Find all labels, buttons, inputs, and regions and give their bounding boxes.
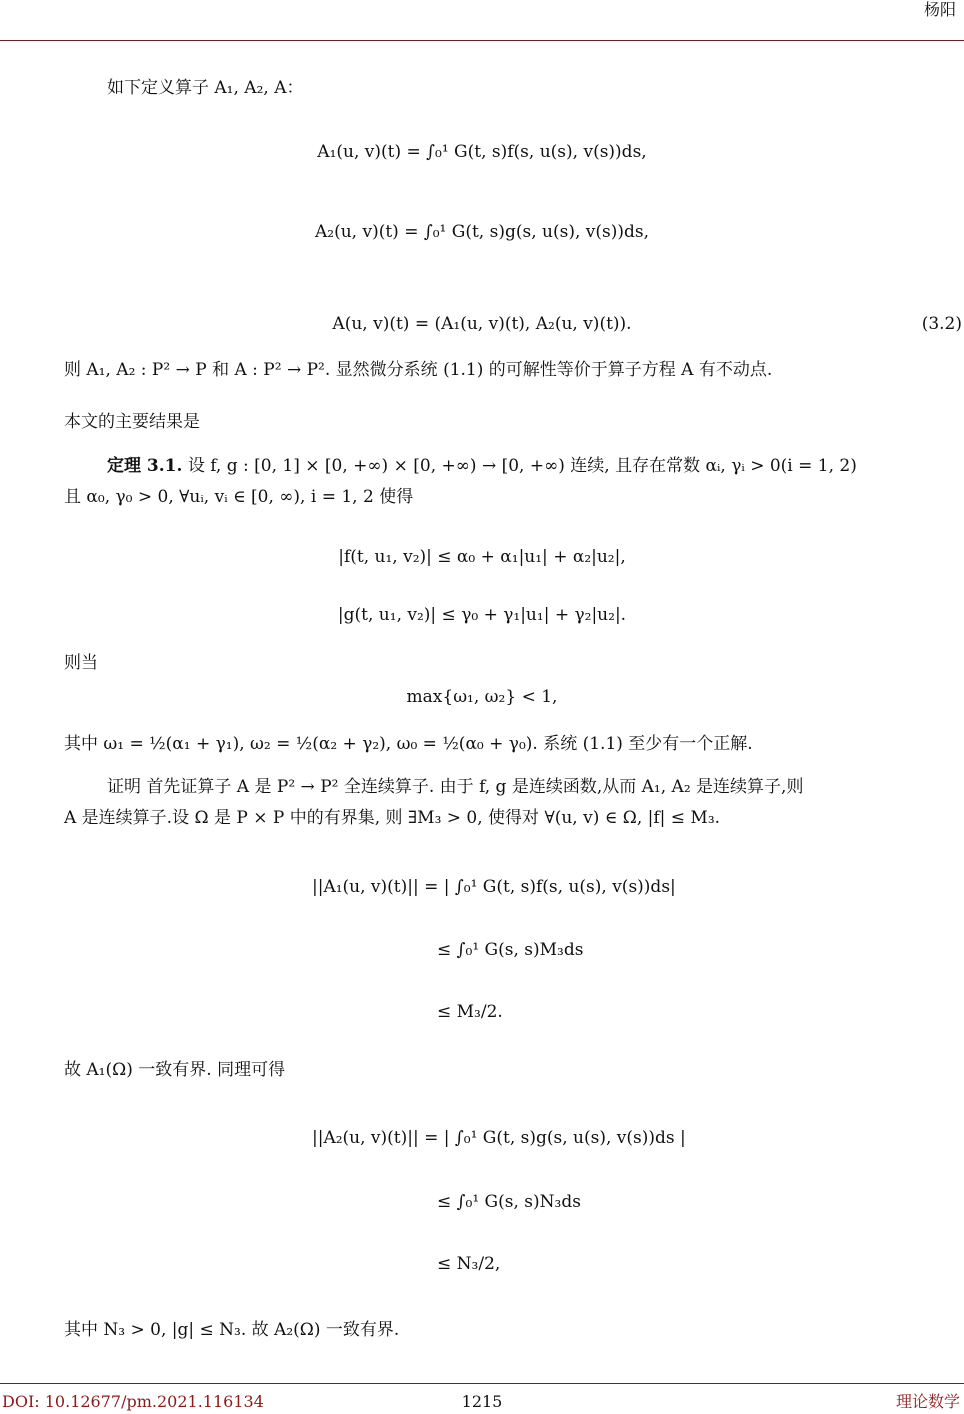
paragraph-then: 则 A₁, A₂ : P² → P 和 A : P² → P². 显然微分系统 (1.1) 的可解性等价于算子方程 A 有不动点. [64, 360, 773, 380]
bound-A2-line3: ≤ N₃/2, [437, 1254, 501, 1274]
equation-A: A(u, v)(t) = (A₁(u, v)(t), A₂(u, v)(t)). [332, 314, 632, 334]
footer-page-number: 1215 [461, 1392, 503, 1411]
paragraph-where: 其中 ω₁ = ½(α₁ + γ₁), ω₂ = ½(α₂ + γ₂), ω₀ = ½(α₀ + γ₀). 系统 (1.1) 至少有一个正解. [64, 734, 753, 754]
footer-doi: DOI: 10.12677/pm.2021.116134 [2, 1392, 264, 1411]
equation-max: max{ω₁, ω₂} < 1, [406, 687, 558, 707]
header-rule [0, 40, 964, 41]
paragraph-final: 其中 N₃ > 0, |g| ≤ N₃. 故 A₂(Ω) 一致有界. [64, 1320, 400, 1340]
running-header-author: 杨阳 [923, 0, 956, 19]
paragraph-when: 则当 [64, 653, 98, 673]
footer-rule [0, 1383, 964, 1384]
proof-line2: A 是连续算子.设 Ω 是 P × P 中的有界集, 则 ∃M₃ > 0, 使得对 ∀(u, v) ∈ Ω, |f| ≤ M₃. [64, 808, 721, 828]
theorem-statement-line1 [107, 454, 857, 478]
bound-A1-line1: ||A₁(u, v)(t)|| = | ∫₀¹ G(t, s)f(s, u(s), v(s))ds| [312, 877, 676, 897]
paragraph-hence: 故 A₁(Ω) 一致有界. 同理可得 [64, 1060, 286, 1080]
bound-A1-line3: ≤ M₃/2. [437, 1002, 503, 1022]
bound-A1-line2: ≤ ∫₀¹ G(s, s)M₃ds [437, 940, 584, 960]
equation-A2: A₂(u, v)(t) = ∫₀¹ G(t, s)g(s, u(s), v(s))ds, [315, 222, 649, 242]
inequality-f: |f(t, u₁, v₂)| ≤ α₀ + α₁|u₁| + α₂|u₂|, [338, 547, 626, 567]
footer-journal: 理论数学 [895, 1392, 960, 1411]
bound-A2-line1: ||A₂(u, v)(t)|| = | ∫₀¹ G(t, s)g(s, u(s), v(s))ds | [312, 1128, 686, 1148]
theorem-label: 定理 3.1. [107, 456, 183, 476]
bound-A2-line2: ≤ ∫₀¹ G(s, s)N₃ds [437, 1192, 581, 1212]
theorem-statement-line2: 且 α₀, γ₀ > 0, ∀uᵢ, vᵢ ∈ [0, ∞), i = 1, 2 使得 [64, 487, 414, 507]
theorem-text: 设 f, g : [0, 1] × [0, +∞) × [0, +∞) → [0, +∞) 连续, 且存在常数 αᵢ, γᵢ > 0(i = 1, 2) [187, 456, 857, 476]
paragraph-main-result: 本文的主要结果是 [64, 412, 200, 432]
inequality-g: |g(t, u₁, v₂)| ≤ γ₀ + γ₁|u₁| + γ₂|u₂|. [337, 605, 627, 625]
equation-A1: A₁(u, v)(t) = ∫₀¹ G(t, s)f(s, u(s), v(s))ds, [317, 142, 647, 162]
equation-number: (3.2) [921, 314, 962, 334]
intro-text: 如下定义算子 A₁, A₂, A： [107, 78, 304, 98]
proof-line1: 证明 首先证算子 A 是 P² → P² 全连续算子. 由于 f, g 是连续函数,从而 A₁, A₂ 是连续算子,则 [107, 777, 804, 797]
